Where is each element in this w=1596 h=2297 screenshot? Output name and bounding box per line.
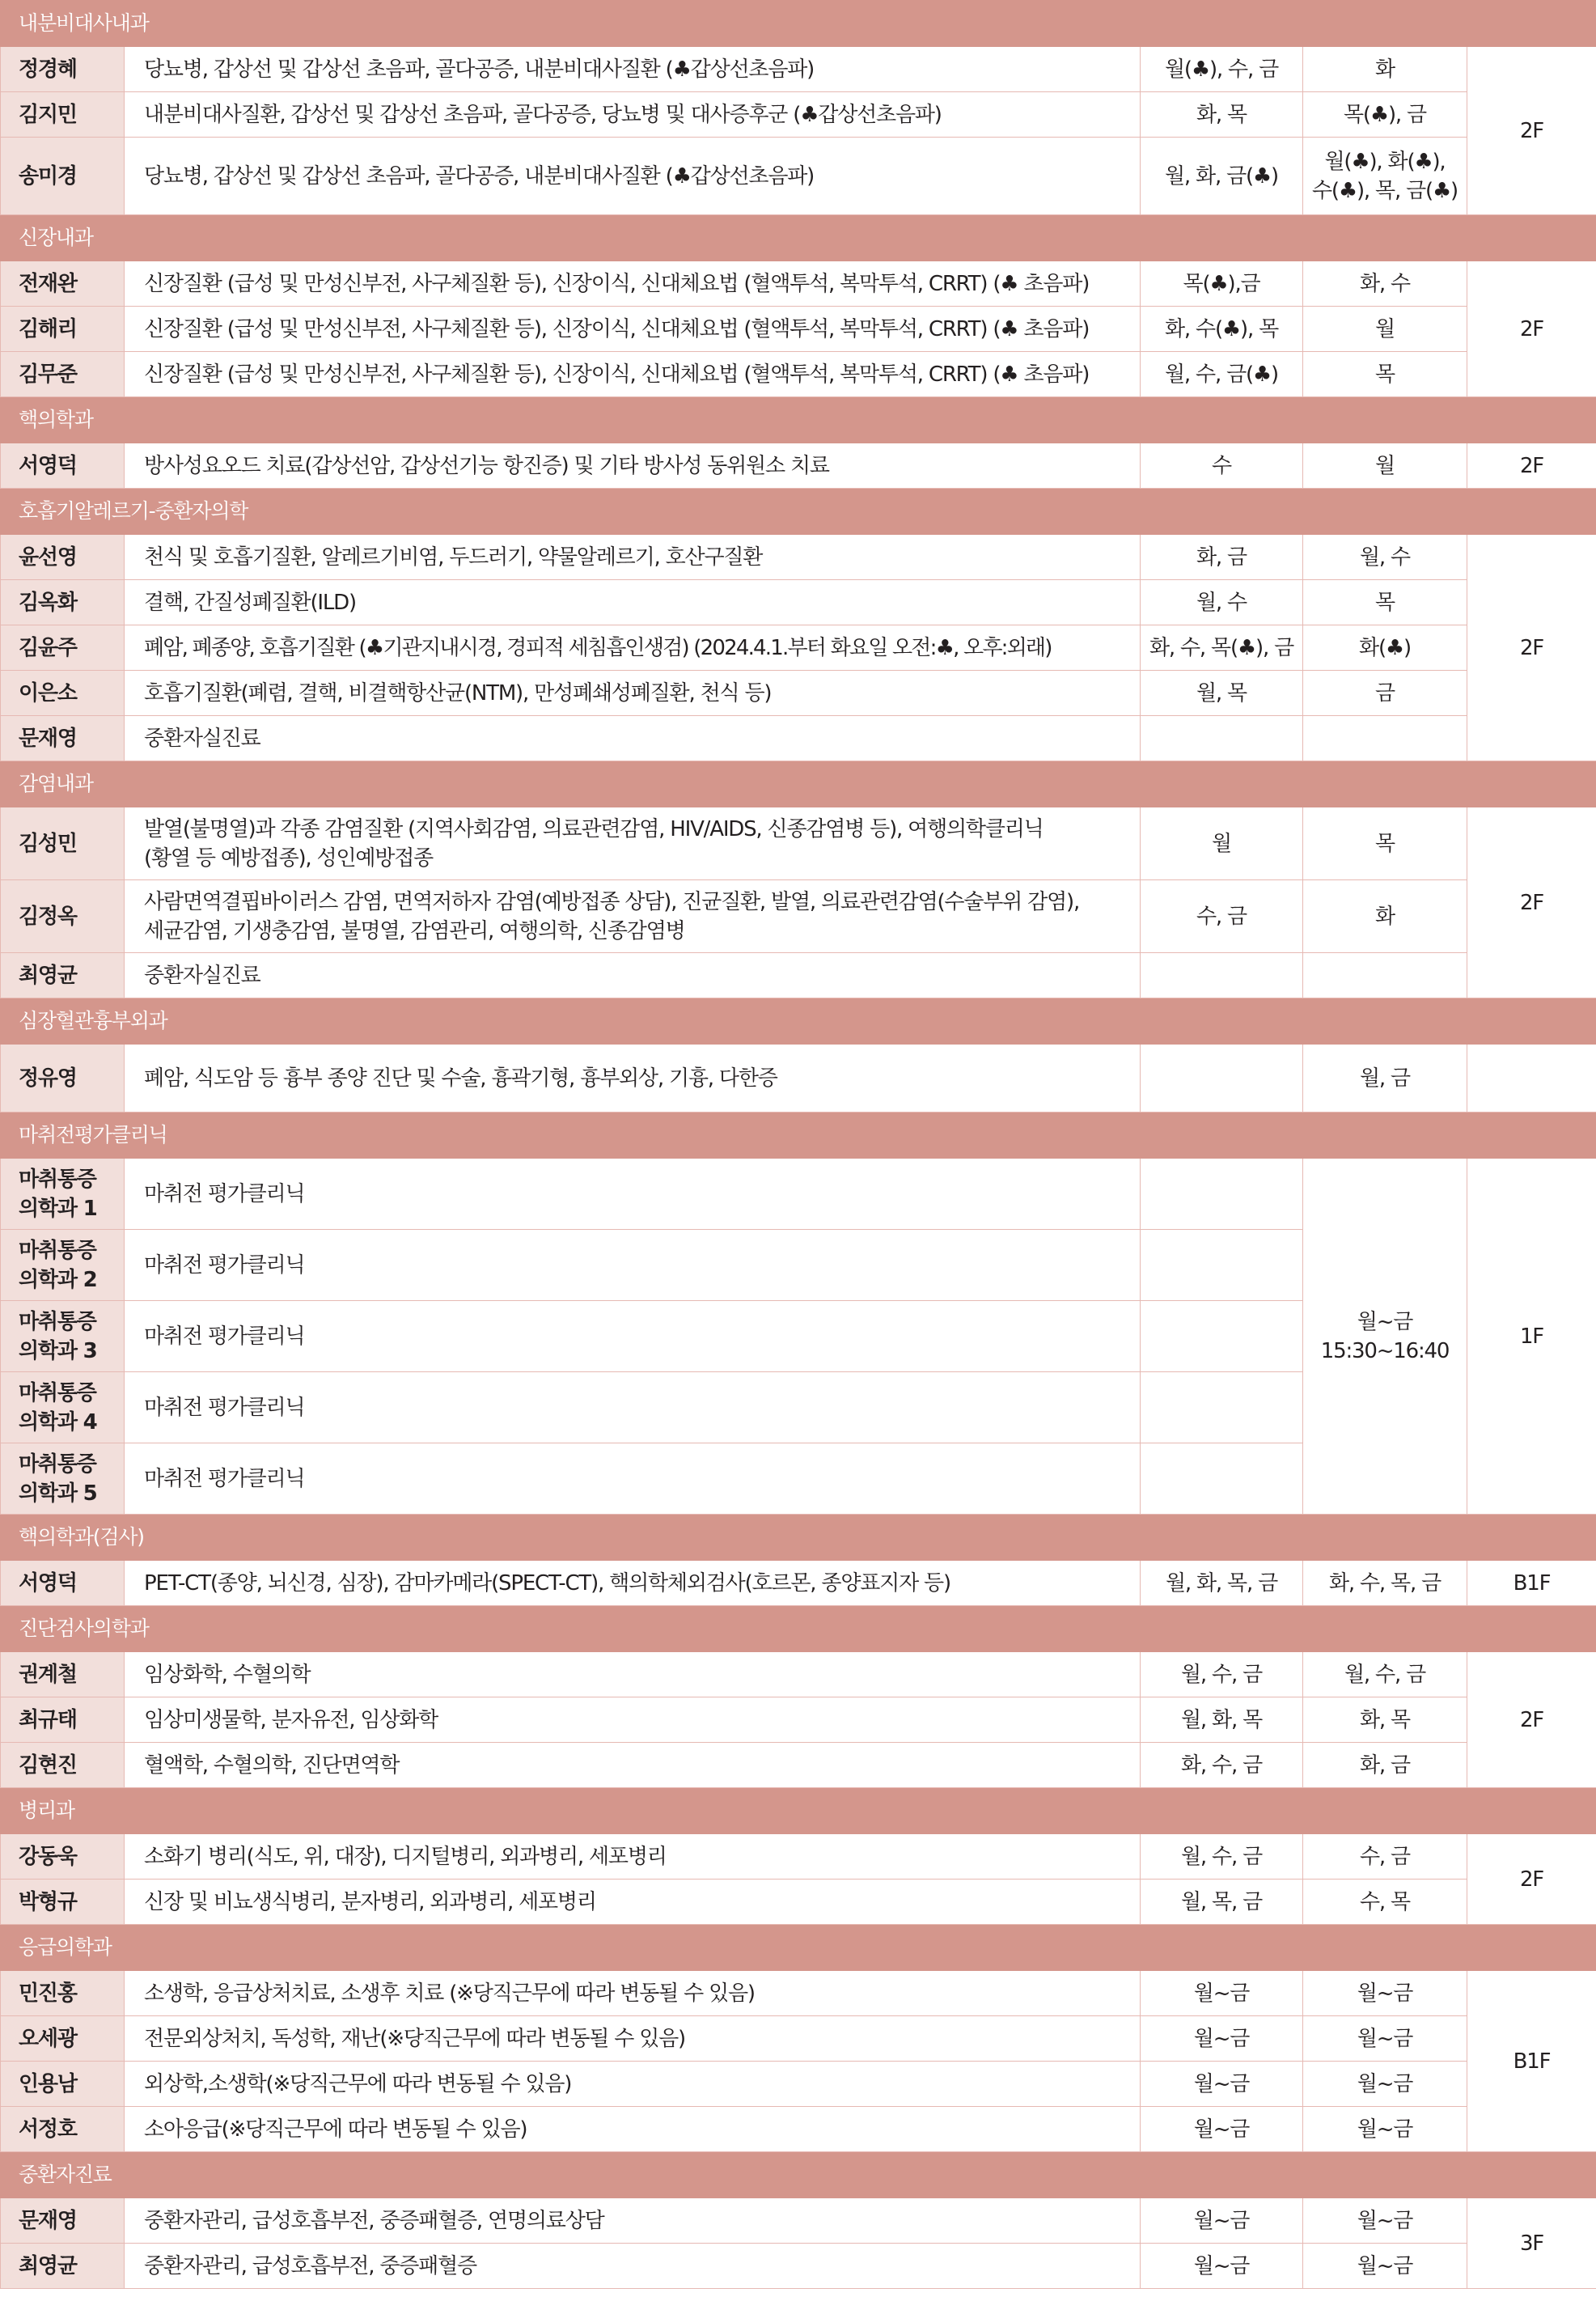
am-schedule: 월~금	[1141, 2198, 1303, 2244]
floor: 2F	[1467, 261, 1596, 397]
floor: B1F	[1467, 1561, 1596, 1606]
specialty: 소화기 병리(식도, 위, 대장), 디지털병리, 외과병리, 세포병리	[125, 1834, 1141, 1880]
table-row	[1, 953, 1596, 998]
table-row	[1, 2062, 1596, 2107]
doctor-name[interactable]: 송미경	[1, 138, 125, 215]
section-header	[1, 998, 1596, 1045]
section-header	[1, 1112, 1596, 1159]
am-schedule	[1141, 716, 1303, 761]
am-schedule: 화, 금	[1141, 535, 1303, 580]
pm-schedule: 월~금	[1303, 1971, 1467, 2016]
pm-schedule: 목	[1303, 352, 1467, 397]
specialty	[125, 807, 1141, 880]
specialty: 전문외상처치, 독성학, 재난(※당직근무에 따라 변동될 수 있음)	[125, 2016, 1141, 2062]
floor: B1F	[1467, 1971, 1596, 2152]
doctor-name[interactable]: 김현진	[1, 1743, 125, 1788]
specialty: 당뇨병, 갑상선 및 갑상선 초음파, 골다공증, 내분비대사질환 (♣갑상선초음파)	[125, 47, 1141, 92]
specialty: 중환자실진료	[125, 716, 1141, 761]
doctor-name-line: 마취통증	[19, 1380, 96, 1405]
am-schedule	[1141, 953, 1303, 998]
doctor-name[interactable]: 최영균	[1, 2244, 125, 2289]
specialty: 신장질환 (급성 및 만성신부전, 사구체질환 등), 신장이식, 신대체요법 (혈액투석, 복막투석, CRRT) (♣ 초음파)	[125, 352, 1141, 397]
am-schedule: 월, 수, 금	[1141, 1834, 1303, 1880]
am-schedule: 월~금	[1141, 1971, 1303, 2016]
specialty: 중환자관리, 급성호흡부전, 중증패혈증	[125, 2244, 1141, 2289]
am-schedule: 화, 수, 금	[1141, 1743, 1303, 1788]
section-title: 핵의학과(검사)	[1, 1515, 1596, 1561]
pm-schedule: 월	[1303, 443, 1467, 489]
specialty: 소아응급(※당직근무에 따라 변동될 수 있음)	[125, 2107, 1141, 2152]
table-row	[1, 2198, 1596, 2244]
pm-schedule: 월, 수, 금	[1303, 1652, 1467, 1697]
doctor-name[interactable]: 김옥화	[1, 580, 125, 625]
am-schedule	[1141, 1159, 1303, 1230]
specialty: 방사성요오드 치료(갑상선암, 갑상선기능 항진증) 및 기타 방사성 동위원소 치료	[125, 443, 1141, 489]
doctor-name[interactable]	[1, 1443, 125, 1515]
pm-schedule: 금	[1303, 671, 1467, 716]
specialty-line: 사람면역결핍바이러스 감염, 면역저하자 감염(예방접종 상담), 진균질환, 발열, 의료관련감염(수술부위 감염),	[144, 889, 1080, 914]
floor: 3F	[1467, 2198, 1596, 2289]
section-header	[1, 215, 1596, 261]
pm-schedule	[1303, 1159, 1467, 1515]
section-header	[1, 761, 1596, 807]
floor: 2F	[1467, 535, 1596, 761]
specialty: 폐암, 폐종양, 호흡기질환 (♣기관지내시경, 경피적 세침흡인생검) (2024.4.1.부터 화요일 오전:♣, 오후:외래)	[125, 625, 1141, 671]
table-row	[1, 352, 1596, 397]
am-schedule: 수, 금	[1141, 880, 1303, 953]
floor: 1F	[1467, 1159, 1596, 1515]
doctor-name[interactable]	[1, 1301, 125, 1372]
pm-schedule-line: 월(♣), 화(♣),	[1324, 149, 1446, 174]
doctor-name[interactable]: 오세광	[1, 2016, 125, 2062]
specialty: 중환자관리, 급성호흡부전, 중증패혈증, 연명의료상담	[125, 2198, 1141, 2244]
specialty-line: 발열(불명열)과 각종 감염질환 (지역사회감염, 의료관련감염, HIV/AIDS, 신종감염병 등), 여행의학클리닉	[144, 816, 1044, 841]
doctor-name[interactable]: 문재영	[1, 716, 125, 761]
doctor-name-line: 의학과 4	[19, 1409, 97, 1435]
doctor-name[interactable]: 문재영	[1, 2198, 125, 2244]
table-row	[1, 2016, 1596, 2062]
doctor-name[interactable]: 서영덕	[1, 443, 125, 489]
pm-schedule: 화	[1303, 880, 1467, 953]
pm-schedule: 목	[1303, 580, 1467, 625]
pm-schedule: 월, 수	[1303, 535, 1467, 580]
table-row	[1, 1045, 1596, 1112]
table-row	[1, 92, 1596, 138]
am-schedule: 월~금	[1141, 2062, 1303, 2107]
doctor-name[interactable]: 권계철	[1, 1652, 125, 1697]
am-schedule: 월, 목	[1141, 671, 1303, 716]
am-schedule: 월(♣), 수, 금	[1141, 47, 1303, 92]
table-row	[1, 625, 1596, 671]
am-schedule: 월, 화, 금(♣)	[1141, 138, 1303, 215]
pm-schedule: 목	[1303, 807, 1467, 880]
doctor-name[interactable]: 김정옥	[1, 880, 125, 953]
specialty: 신장질환 (급성 및 만성신부전, 사구체질환 등), 신장이식, 신대체요법 (혈액투석, 복막투석, CRRT) (♣ 초음파)	[125, 261, 1141, 307]
table-row	[1, 443, 1596, 489]
pm-schedule: 수, 목	[1303, 1880, 1467, 1925]
section-header	[1, 1606, 1596, 1652]
section-header	[1, 2152, 1596, 2198]
table-row	[1, 307, 1596, 352]
am-schedule	[1141, 1230, 1303, 1301]
doctor-name[interactable]	[1, 1159, 125, 1230]
floor: 2F	[1467, 1834, 1596, 1925]
am-schedule: 월, 수, 금(♣)	[1141, 352, 1303, 397]
pm-schedule	[1303, 953, 1467, 998]
section-header	[1, 1925, 1596, 1971]
section-title: 마취전평가클리닉	[1, 1112, 1596, 1159]
section-header	[1, 489, 1596, 535]
floor	[1467, 1045, 1596, 1112]
doctor-name-line: 마취통증	[19, 1167, 96, 1192]
pm-schedule-line: 월~금	[1357, 1309, 1413, 1334]
am-schedule: 월~금	[1141, 2016, 1303, 2062]
specialty: 소생학, 응급상처치료, 소생후 치료 (※당직근무에 따라 변동될 수 있음)	[125, 1971, 1141, 2016]
am-schedule: 월, 목, 금	[1141, 1880, 1303, 1925]
am-schedule: 월~금	[1141, 2107, 1303, 2152]
specialty: 마취전 평가클리닉	[125, 1230, 1141, 1301]
doctor-name-line: 마취통증	[19, 1452, 96, 1477]
specialty: 마취전 평가클리닉	[125, 1159, 1141, 1230]
section-header	[1, 1, 1596, 47]
specialty: 신장질환 (급성 및 만성신부전, 사구체질환 등), 신장이식, 신대체요법 (혈액투석, 복막투석, CRRT) (♣ 초음파)	[125, 307, 1141, 352]
specialty: 결핵, 간질성폐질환(ILD)	[125, 580, 1141, 625]
doctor-name[interactable]: 윤선영	[1, 535, 125, 580]
specialty: 내분비대사질환, 갑상선 및 갑상선 초음파, 골다공증, 당뇨병 및 대사증후군 (♣갑상선초음파)	[125, 92, 1141, 138]
table-row	[1, 1971, 1596, 2016]
section-title: 응급의학과	[1, 1925, 1596, 1971]
doctor-name[interactable]: 김성민	[1, 807, 125, 880]
floor: 2F	[1467, 443, 1596, 489]
pm-schedule	[1303, 138, 1467, 215]
doctor-name[interactable]: 최규태	[1, 1697, 125, 1743]
doctor-name[interactable]	[1, 1230, 125, 1301]
table-row	[1, 1743, 1596, 1788]
specialty: 외상학,소생학(※당직근무에 따라 변동될 수 있음)	[125, 2062, 1141, 2107]
specialty-line: (황열 등 예방접종), 성인예방접종	[144, 845, 434, 871]
am-schedule: 월	[1141, 807, 1303, 880]
table-row	[1, 1834, 1596, 1880]
floor: 2F	[1467, 1652, 1596, 1788]
pm-schedule	[1303, 716, 1467, 761]
specialty: 당뇨병, 갑상선 및 갑상선 초음파, 골다공증, 내분비대사질환 (♣갑상선초음파)	[125, 138, 1141, 215]
am-schedule	[1141, 1301, 1303, 1372]
am-schedule: 화, 수, 목(♣), 금	[1141, 625, 1303, 671]
pm-schedule: 화, 수, 목, 금	[1303, 1561, 1467, 1606]
am-schedule: 수	[1141, 443, 1303, 489]
am-schedule: 목(♣),금	[1141, 261, 1303, 307]
am-schedule: 월~금	[1141, 2244, 1303, 2289]
doctor-name[interactable]: 정경혜	[1, 47, 125, 92]
pm-schedule: 목(♣), 금	[1303, 92, 1467, 138]
pm-schedule: 화, 금	[1303, 1743, 1467, 1788]
table-row	[1, 1561, 1596, 1606]
table-row	[1, 1159, 1596, 1230]
pm-schedule: 월	[1303, 307, 1467, 352]
am-schedule: 월, 수, 금	[1141, 1652, 1303, 1697]
section-title: 핵의학과	[1, 397, 1596, 443]
table-row	[1, 807, 1596, 880]
table-row	[1, 1697, 1596, 1743]
table-row	[1, 138, 1596, 215]
doctor-name[interactable]: 박형규	[1, 1880, 125, 1925]
am-schedule: 월, 수	[1141, 580, 1303, 625]
pm-schedule: 월~금	[1303, 2016, 1467, 2062]
doctor-name-line: 마취통증	[19, 1238, 96, 1263]
specialty: 호흡기질환(폐렴, 결핵, 비결핵항산균(NTM), 만성폐쇄성폐질환, 천식 등)	[125, 671, 1141, 716]
section-title: 내분비대사내과	[1, 1, 1596, 47]
doctor-name[interactable]: 김윤주	[1, 625, 125, 671]
section-title: 중환자진료	[1, 2152, 1596, 2198]
section-title: 감염내과	[1, 761, 1596, 807]
am-schedule: 월, 화, 목, 금	[1141, 1561, 1303, 1606]
specialty	[125, 880, 1141, 953]
table-row	[1, 47, 1596, 92]
table-row	[1, 535, 1596, 580]
am-schedule: 월, 화, 목	[1141, 1697, 1303, 1743]
floor: 2F	[1467, 47, 1596, 215]
am-schedule: 화, 수(♣), 목	[1141, 307, 1303, 352]
doctor-name-line: 의학과 2	[19, 1267, 97, 1292]
specialty: 폐암, 식도암 등 흉부 종양 진단 및 수술, 흉곽기형, 흉부외상, 기흉, 다한증	[125, 1045, 1141, 1112]
specialty: 마취전 평가클리닉	[125, 1301, 1141, 1372]
section-header	[1, 397, 1596, 443]
specialty: 중환자실진료	[125, 953, 1141, 998]
floor: 2F	[1467, 807, 1596, 998]
doctor-name[interactable]	[1, 1372, 125, 1443]
am-schedule	[1141, 1443, 1303, 1515]
doctor-name-line: 의학과 5	[19, 1481, 97, 1506]
specialty: 임상미생물학, 분자유전, 임상화학	[125, 1697, 1141, 1743]
section-title: 호흡기알레르기-중환자의학	[1, 489, 1596, 535]
table-row	[1, 2244, 1596, 2289]
am-schedule	[1141, 1372, 1303, 1443]
specialty: 천식 및 호흡기질환, 알레르기비염, 두드러기, 약물알레르기, 호산구질환	[125, 535, 1141, 580]
specialty-line: 세균감염, 기생충감염, 불명열, 감염관리, 여행의학, 신종감염병	[144, 918, 685, 943]
pm-schedule: 수, 금	[1303, 1834, 1467, 1880]
pm-schedule: 화(♣)	[1303, 625, 1467, 671]
section-title: 신장내과	[1, 215, 1596, 261]
doctor-name[interactable]: 김무준	[1, 352, 125, 397]
am-schedule: 화, 목	[1141, 92, 1303, 138]
doctor-name[interactable]: 민진홍	[1, 1971, 125, 2016]
table-row	[1, 716, 1596, 761]
table-row	[1, 671, 1596, 716]
pm-schedule: 월, 금	[1303, 1045, 1467, 1112]
section-title: 진단검사의학과	[1, 1606, 1596, 1652]
table-row	[1, 1880, 1596, 1925]
pm-schedule: 화	[1303, 47, 1467, 92]
doctor-name[interactable]: 이은소	[1, 671, 125, 716]
doctor-name[interactable]: 서영덕	[1, 1561, 125, 1606]
pm-schedule: 화, 수	[1303, 261, 1467, 307]
doctor-name[interactable]: 서정호	[1, 2107, 125, 2152]
doctor-name[interactable]: 김해리	[1, 307, 125, 352]
doctor-name[interactable]: 인용남	[1, 2062, 125, 2107]
pm-schedule: 월~금	[1303, 2062, 1467, 2107]
pm-schedule: 월~금	[1303, 2244, 1467, 2289]
section-header	[1, 1788, 1596, 1834]
doctor-name[interactable]: 정유영	[1, 1045, 125, 1112]
specialty: 마취전 평가클리닉	[125, 1372, 1141, 1443]
table-row	[1, 261, 1596, 307]
section-header	[1, 1515, 1596, 1561]
specialty: PET-CT(종양, 뇌신경, 심장), 감마카메라(SPECT-CT), 핵의학체외검사(호르몬, 종양표지자 등)	[125, 1561, 1141, 1606]
specialty: 임상화학, 수혈의학	[125, 1652, 1141, 1697]
pm-schedule: 월~금	[1303, 2107, 1467, 2152]
table-row	[1, 2107, 1596, 2152]
doctor-name[interactable]: 김지민	[1, 92, 125, 138]
doctor-name[interactable]: 강동욱	[1, 1834, 125, 1880]
doctor-name-line: 의학과 1	[19, 1196, 97, 1221]
pm-schedule: 월~금	[1303, 2198, 1467, 2244]
pm-schedule-line: 수(♣), 목, 금(♣)	[1312, 178, 1458, 203]
am-schedule	[1141, 1045, 1303, 1112]
table-row	[1, 1652, 1596, 1697]
doctor-name-line: 마취통증	[19, 1309, 96, 1334]
doctor-name[interactable]: 최영균	[1, 953, 125, 998]
doctor-name[interactable]: 전재완	[1, 261, 125, 307]
specialty: 혈액학, 수혈의학, 진단면역학	[125, 1743, 1141, 1788]
pm-schedule-line: 15:30~16:40	[1320, 1338, 1450, 1363]
section-title: 심장혈관흉부외과	[1, 998, 1596, 1045]
table-row	[1, 580, 1596, 625]
table-row	[1, 880, 1596, 953]
section-title: 병리과	[1, 1788, 1596, 1834]
specialty: 신장 및 비뇨생식병리, 분자병리, 외과병리, 세포병리	[125, 1880, 1141, 1925]
doctor-name-line: 의학과 3	[19, 1338, 97, 1363]
specialty: 마취전 평가클리닉	[125, 1443, 1141, 1515]
pm-schedule: 화, 목	[1303, 1697, 1467, 1743]
